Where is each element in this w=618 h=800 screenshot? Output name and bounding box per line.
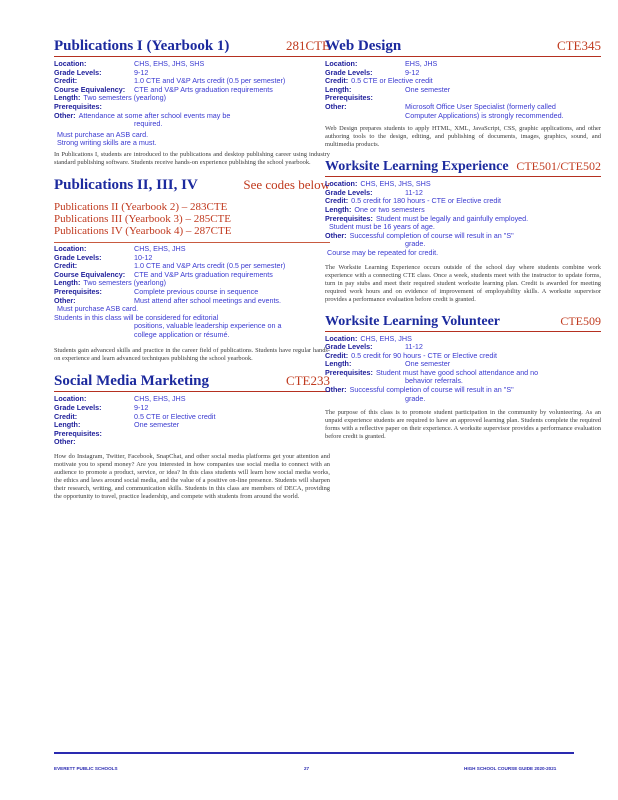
label-other: Other:: [325, 230, 347, 240]
note: Student must be 16 years of age.: [329, 222, 435, 232]
course-info: [54, 395, 330, 447]
value-length: One or two semesters: [354, 204, 425, 214]
value-other: Successful completion of course will result in an "S": [349, 230, 514, 240]
value-other-cont: Computer Applications) is strongly recommended.: [405, 110, 564, 120]
course-description: In Publications I, students are introduced to the publications and desktop publishing career using industry standard publishing software. Students receive hands-on experience publishing the school yearbook.: [54, 150, 330, 166]
value-equiv: CTE and V&P Arts graduation requirements: [134, 84, 273, 94]
label-length: Length:: [54, 278, 81, 288]
footer-school: EVERETT PUBLIC SCHOOLS: [54, 766, 118, 771]
course-code: See codes below: [243, 176, 330, 192]
course-header: [54, 373, 330, 392]
value-credit: 1.0 CTE and V&P Arts credit (0.5 per semester): [134, 261, 286, 271]
label-grade: Grade Levels:: [54, 67, 102, 77]
course-description: Web Design prepares students to apply HTML, XML, JavaScript, CSS, graphic applications, and other authoring tools to the design, editing, and publishing of documents, images, graphics, sound, and multimedia products.: [325, 125, 601, 149]
value-grade: 9-12: [134, 67, 149, 77]
course-header: [54, 177, 330, 195]
footer-page-number: 27: [304, 766, 310, 771]
course-publications-2-4: [54, 177, 330, 364]
value-other-cont: grade.: [405, 393, 426, 403]
label-other: Other:: [54, 437, 76, 447]
value-location: CHS, EHS, JHS, SHS: [360, 179, 431, 189]
label-credit: Credit:: [54, 261, 78, 271]
value-location: CHS, EHS, JHS: [134, 394, 186, 404]
course-worksite-experience: [325, 159, 601, 303]
course-title: Worksite Learning Volunteer: [325, 313, 501, 329]
subcourse: Publications III (Yearbook 3) – 285CTE: [54, 212, 231, 225]
value-location: EHS, JHS: [405, 59, 438, 68]
value-other: Must attend after school meetings and events.: [134, 295, 282, 305]
course-header: [325, 159, 601, 177]
value-grade: 11-12: [405, 187, 423, 197]
course-code: CTE345: [556, 38, 601, 53]
course-description: The purpose of this class is to promote student participation in the community by volunteering. As an unpaid experience students are required to have an approved learning plan. Students complete the required forms with a reflective paper on their experience. A worksite supervisor provides a performance evaluation before credit is granted.: [325, 409, 601, 441]
course-title: Publications I (Yearbook 1): [54, 38, 230, 54]
course-code: CTE509: [560, 313, 601, 328]
value-location: CHS, EHS, JHS: [360, 333, 412, 343]
course-description: How do Instagram, Twitter, Facebook, SnapChat, and other social media platforms get your attention and motivate you to spend money? Are you interested in how companies use social media to connect with an audience to promote a product, service, or idea? In this class students will learn how social media works, the ethics and laws around social media, and the value of a positive on-line presence. Students will sharpen their research, writing, and communication skills. Students in this class are members of DECA, providing the opportunity to travel, practice leadership, and compete with students from around the world.: [54, 453, 330, 501]
value-other-cont: grade.: [405, 239, 426, 249]
label-location: Location:: [54, 394, 87, 404]
course-social-media: [54, 373, 330, 501]
label-length: Length:: [325, 84, 352, 94]
label-other: Other:: [54, 295, 76, 305]
note: Must purchase ASB card.: [57, 304, 139, 314]
label-credit: Credit:: [325, 76, 349, 86]
note: Students in this class will be considered for editorial: [54, 312, 219, 322]
label-prereq: Prerequisites:: [54, 101, 102, 111]
label-location: Location:: [325, 179, 358, 189]
label-length: Length:: [325, 204, 352, 214]
value-credit: 0.5 credit for 180 hours - CTE or Elective credit: [351, 196, 501, 206]
course-code: 281CTE: [285, 38, 330, 53]
value-length: One semester: [405, 84, 451, 94]
note: positions, valuable leadership experience on a: [134, 321, 282, 331]
value-length: One semester: [134, 420, 180, 430]
label-other: Other:: [54, 110, 76, 120]
value-location: CHS, EHS, JHS, SHS: [134, 59, 205, 68]
value-credit: 1.0 CTE and V&P Arts credit (0.5 per semester): [134, 76, 286, 86]
course-code: CTE501/CTE502: [516, 159, 601, 174]
label-grade: Grade Levels:: [325, 187, 373, 197]
value-length: Two semesters (yearlong): [83, 93, 167, 103]
subcourse: Publications IV (Yearbook 4) – 287CTE: [54, 224, 232, 237]
label-location: Location:: [54, 243, 87, 253]
course-info: [54, 60, 330, 129]
label-credit: Credit:: [325, 196, 349, 206]
label-credit: Credit:: [54, 76, 78, 86]
right-column: [325, 38, 601, 451]
label-other: Other:: [325, 101, 347, 111]
course-code: CTE233: [285, 373, 330, 389]
value-prereq: Student must have good school attendance and no: [375, 367, 539, 377]
value-other: [134, 438, 330, 447]
course-info: [325, 335, 601, 404]
label-grade: Grade Levels:: [54, 403, 102, 413]
label-prereq: Prerequisites:: [325, 213, 373, 223]
value-length: One semester: [405, 359, 451, 369]
value-other: Microsoft Office User Specialist (formerly called: [405, 101, 556, 111]
label-credit: Credit:: [325, 350, 349, 360]
note: college application or résumé.: [134, 329, 230, 339]
value-prereq: Complete previous course in sequence: [134, 286, 259, 296]
course-title: Social Media Marketing: [54, 373, 209, 390]
footer-guide: HIGH SCHOOL COURSE GUIDE 2020-2021: [464, 766, 557, 771]
value-prereq: [134, 430, 330, 439]
value-grade: 9-12: [405, 67, 420, 77]
divider: [54, 242, 330, 243]
subcourse: Publications II (Yearbook 2) – 283CTE: [54, 200, 228, 213]
label-grade: Grade Levels:: [325, 342, 373, 352]
course-worksite-volunteer: [325, 314, 601, 442]
label-location: Location:: [325, 333, 358, 343]
value-grade: 10-12: [134, 252, 153, 262]
left-column: [54, 38, 330, 511]
label-grade: Grade Levels:: [325, 67, 373, 77]
note: Strong writing skills are a must.: [57, 138, 157, 148]
value-credit: 0.5 CTE or Elective credit: [134, 411, 216, 421]
value-location: CHS, EHS, JHS: [134, 243, 186, 253]
course-description: Students gain advanced skills and practice in the career field of publications. Students have regular hands-on experience and learn advanced techniques publishing the school yearbook.: [54, 347, 330, 363]
label-prereq: Prerequisites:: [54, 428, 102, 438]
label-prereq: Prerequisites:: [54, 286, 102, 296]
course-info: [325, 180, 601, 257]
course-info: [325, 60, 601, 120]
label-grade: Grade Levels:: [54, 252, 102, 262]
label-prereq: Prerequisites:: [325, 93, 373, 103]
value-grade: 9-12: [134, 403, 149, 413]
label-equiv: Course Equivalency:: [54, 84, 126, 94]
course-title: Web Design: [325, 38, 402, 54]
course-header: [54, 38, 330, 57]
value-grade: 11-12: [405, 342, 423, 352]
course-description: The Worksite Learning Experience occurs outside of the school day where students combine work experience with a connecting CTE class. Once a week, students meet with the instructor to update forms, turn in pay stubs and meet their required student worksite learning plan. Credit is awarded for meeting required work hours and on evidence of improvement of employability skills. A worksite supervisor provides a performance evaluation before credit is granted.: [325, 263, 601, 303]
page-footer: [54, 752, 574, 771]
label-location: Location:: [54, 59, 87, 68]
value-other-cont: required.: [134, 119, 163, 129]
label-equiv: Course Equivalency:: [54, 269, 126, 279]
label-length: Length:: [54, 420, 81, 430]
note: Course may be repeated for credit.: [327, 247, 439, 257]
value-length: Two semesters (yearlong): [83, 278, 167, 288]
label-length: Length:: [325, 359, 352, 369]
label-credit: Credit:: [54, 411, 78, 421]
course-title: Worksite Learning Experience: [325, 159, 509, 175]
label-location: Location:: [325, 59, 358, 68]
course-title: Publications II, III, IV: [54, 176, 198, 193]
label-other: Other:: [325, 385, 347, 395]
course-publications-1: [54, 38, 330, 167]
course-header: [325, 38, 601, 57]
value-equiv: CTE and V&P Arts graduation requirements: [134, 269, 273, 279]
course-info: [54, 245, 330, 305]
course-web-design: [325, 38, 601, 149]
course-header: [325, 314, 601, 332]
value-prereq-cont: behavior referrals.: [405, 376, 463, 386]
note: Must purchase an ASB card.: [57, 129, 149, 139]
value-credit: 0.5 CTE or Elective credit: [351, 76, 433, 86]
value-other: Successful completion of course will result in an "S": [349, 385, 514, 395]
label-length: Length:: [54, 93, 81, 103]
value-other: Attendance at some after school events may be: [78, 110, 231, 120]
label-prereq: Prerequisites:: [325, 367, 373, 377]
value-credit: 0.5 credit for 90 hours - CTE or Elective credit: [351, 350, 497, 360]
value-prereq: Student must be legally and gainfully employed.: [375, 213, 529, 223]
